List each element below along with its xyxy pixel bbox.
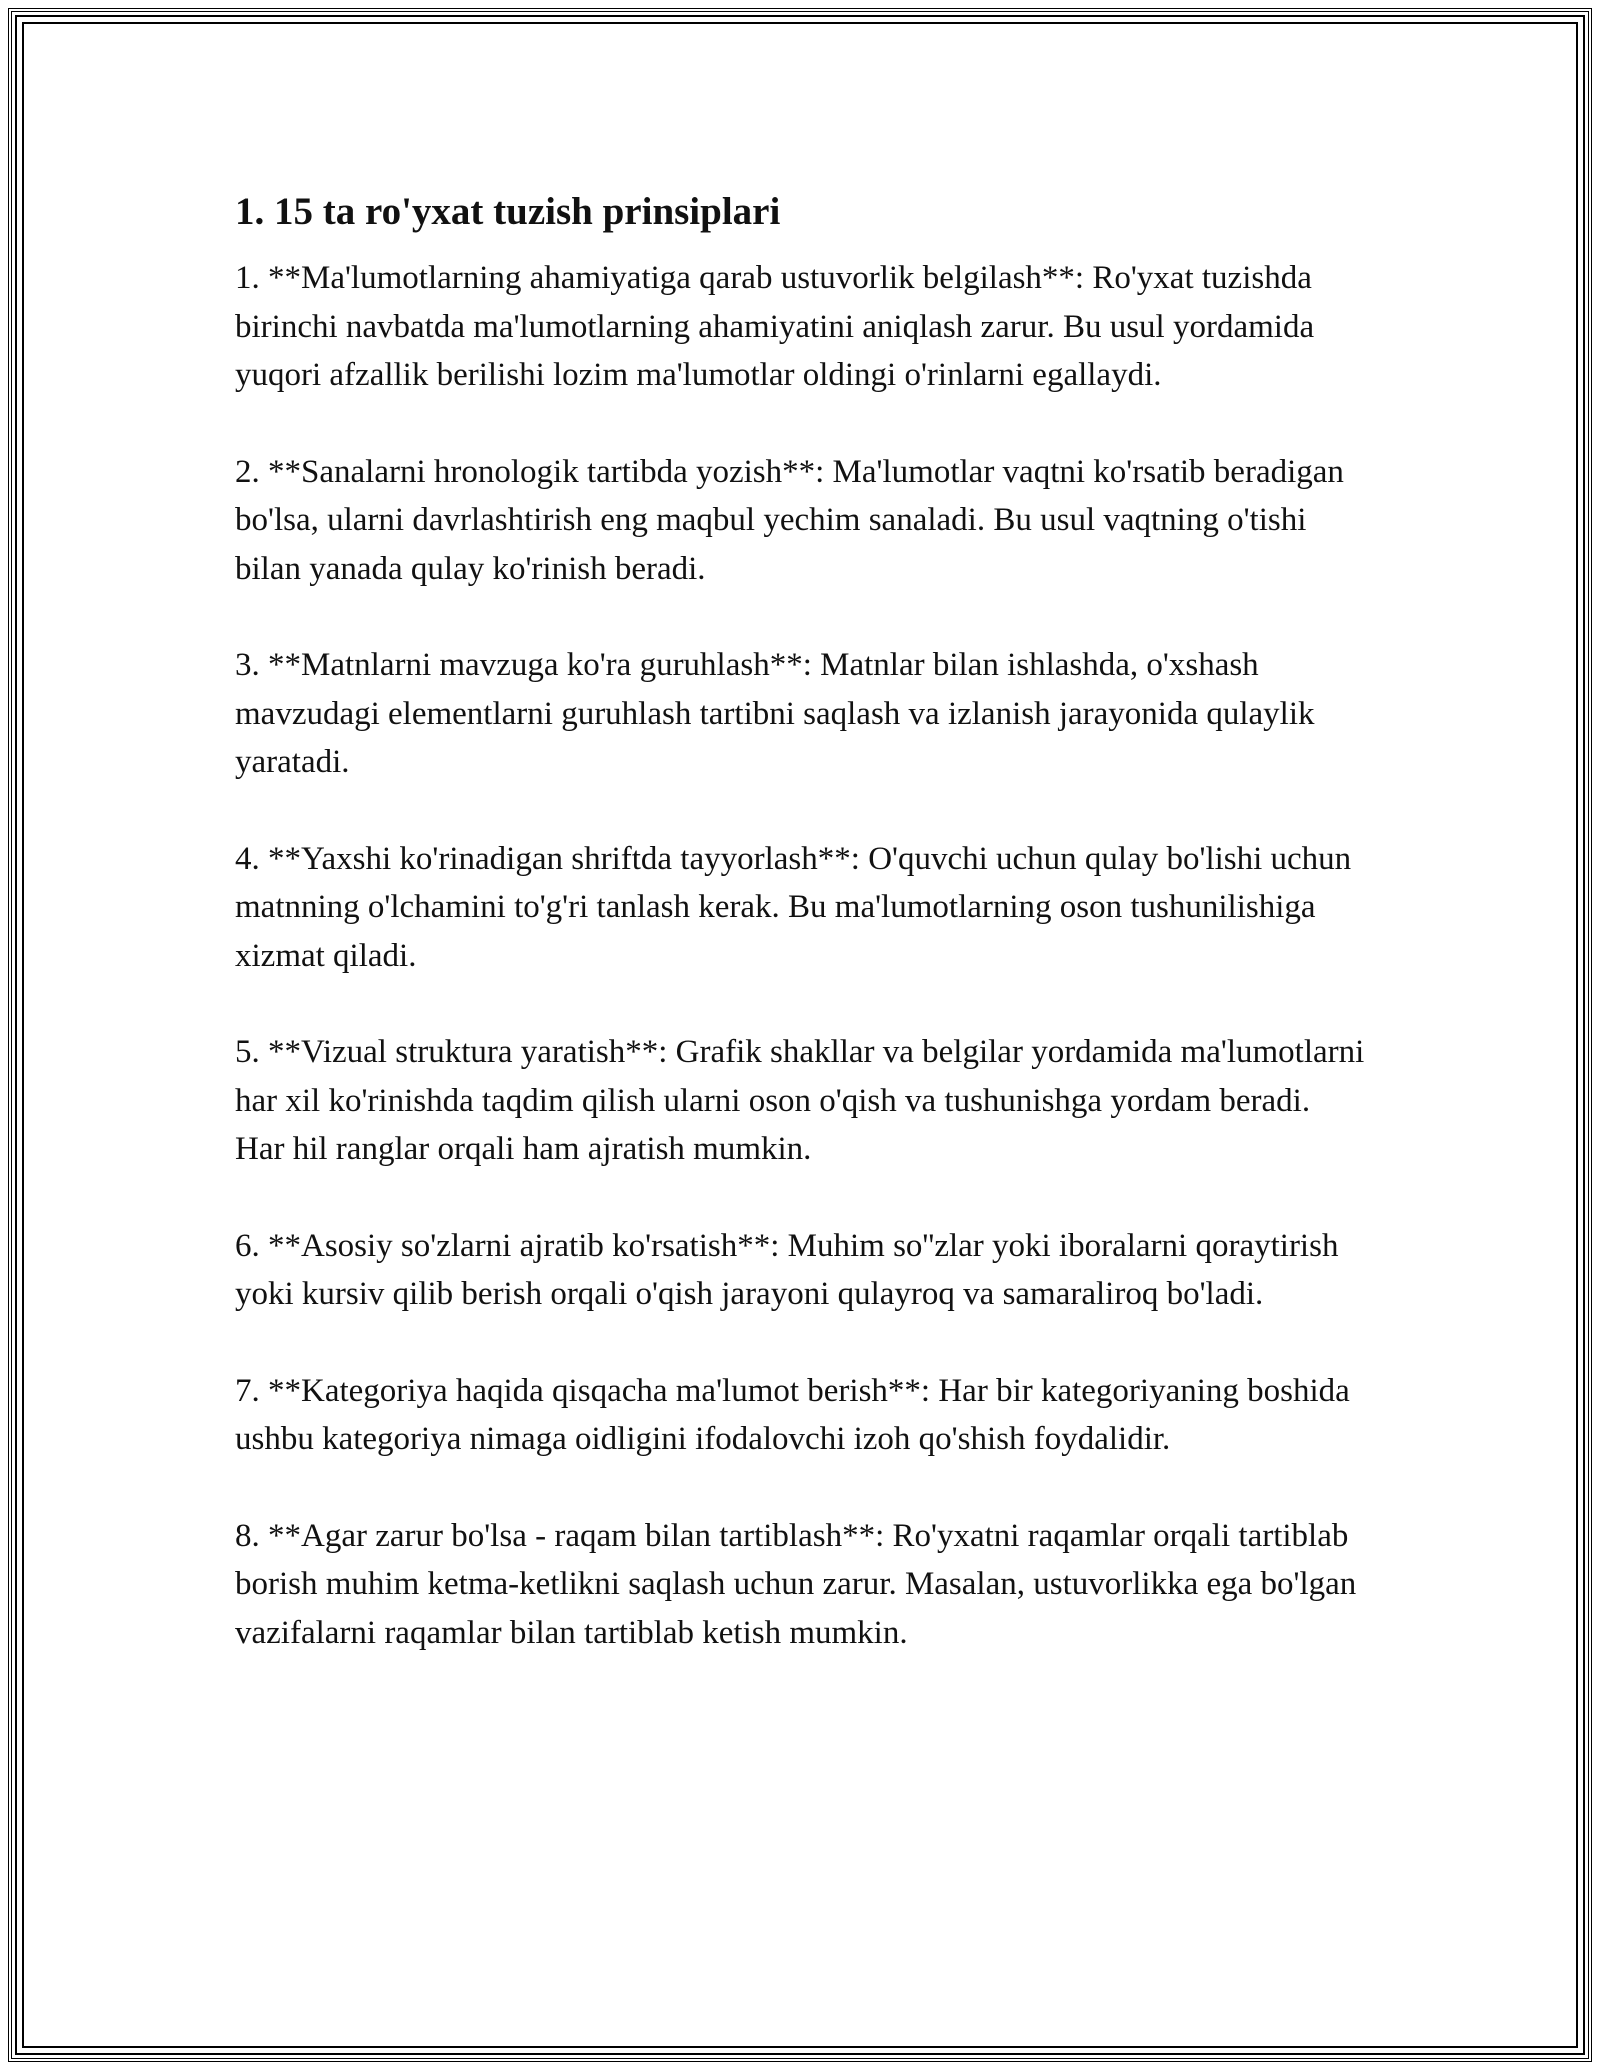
list-item-3: 3. **Matnlarni mavzuga ko'ra guruhlash**: Matnlar bilan ishlashda, o'xshash mavzudagi elementlarni guruhlash tartibni saqlash va izlanish jarayonida qulaylik yaratadi. <box>235 647 1315 780</box>
document-body <box>235 186 1365 1705</box>
list-item-2: 2. **Sanalarni hronologik tartibda yozish**: Ma'lumotlar vaqtni ko'rsatib beradigan bo'lsa, ularni davrlashtirish eng maqbul yechim sanaladi. Bu usul vaqtning o'tishi bilan yanada qulay ko'rinish beradi. <box>235 453 1344 587</box>
list-item-1: 1. **Ma'lumotlarning ahamiyatiga qarab ustuvorlik belgilash**: Ro'yxat tuzishda birinchi navbatda ma'lumotlarning ahamiyatini aniqlash zarur. Bu usul yordamida yuqori afzallik berilishi lozim ma'lumotlar oldingi o'rinlarni egallaydi. <box>235 260 1315 393</box>
list-item-8: 8. **Agar zarur bo'lsa - raqam bilan tartiblash**: Ro'yxatni raqamlar orqali tartiblab borish muhim ketma-ketlikni saqlash uchun zarur. Masalan, ustuvorlikka ega bo'lgan vazifalarni raqamlar bilan tartiblab ketish mumkin. <box>235 1517 1357 1651</box>
list-item-6: 6. **Asosiy so'zlarni ajratib ko'rsatish**: Muhim so''zlar yoki iboralarni qoraytirish yoki kursiv qilib berish orqali o'qish jarayoni qulayroq va samaraliroq bo'ladi. <box>235 1227 1339 1312</box>
list-item-7: 7. **Kategoriya haqida qisqacha ma'lumot berish**: Har bir kategoriyaning boshida ushbu kategoriya nimaga oidligini ifodalovchi izoh qo'shish foydalidir. <box>235 1372 1350 1457</box>
list-item-4: 4. **Yaxshi ko'rinadigan shriftda tayyorlash**: O'quvchi uchun qulay bo'lishi uchun matnning o'lchamini to'g'ri tanlash kerak. Bu ma'lumotlarning oson tushunilishiga xizmat qiladi. <box>235 840 1352 974</box>
list-item-5: 5. **Vizual struktura yaratish**: Grafik shakllar va belgilar yordamida ma'lumotlarni har xil ko'rinishda taqdim qilish ularni oson o'qish va tushunishga yordam beradi. Har hil ranglar orqali ham ajratish mumkin. <box>235 1034 1365 1167</box>
document-title: 1. 15 ta ro'yxat tuzish prinsiplari <box>235 190 781 233</box>
